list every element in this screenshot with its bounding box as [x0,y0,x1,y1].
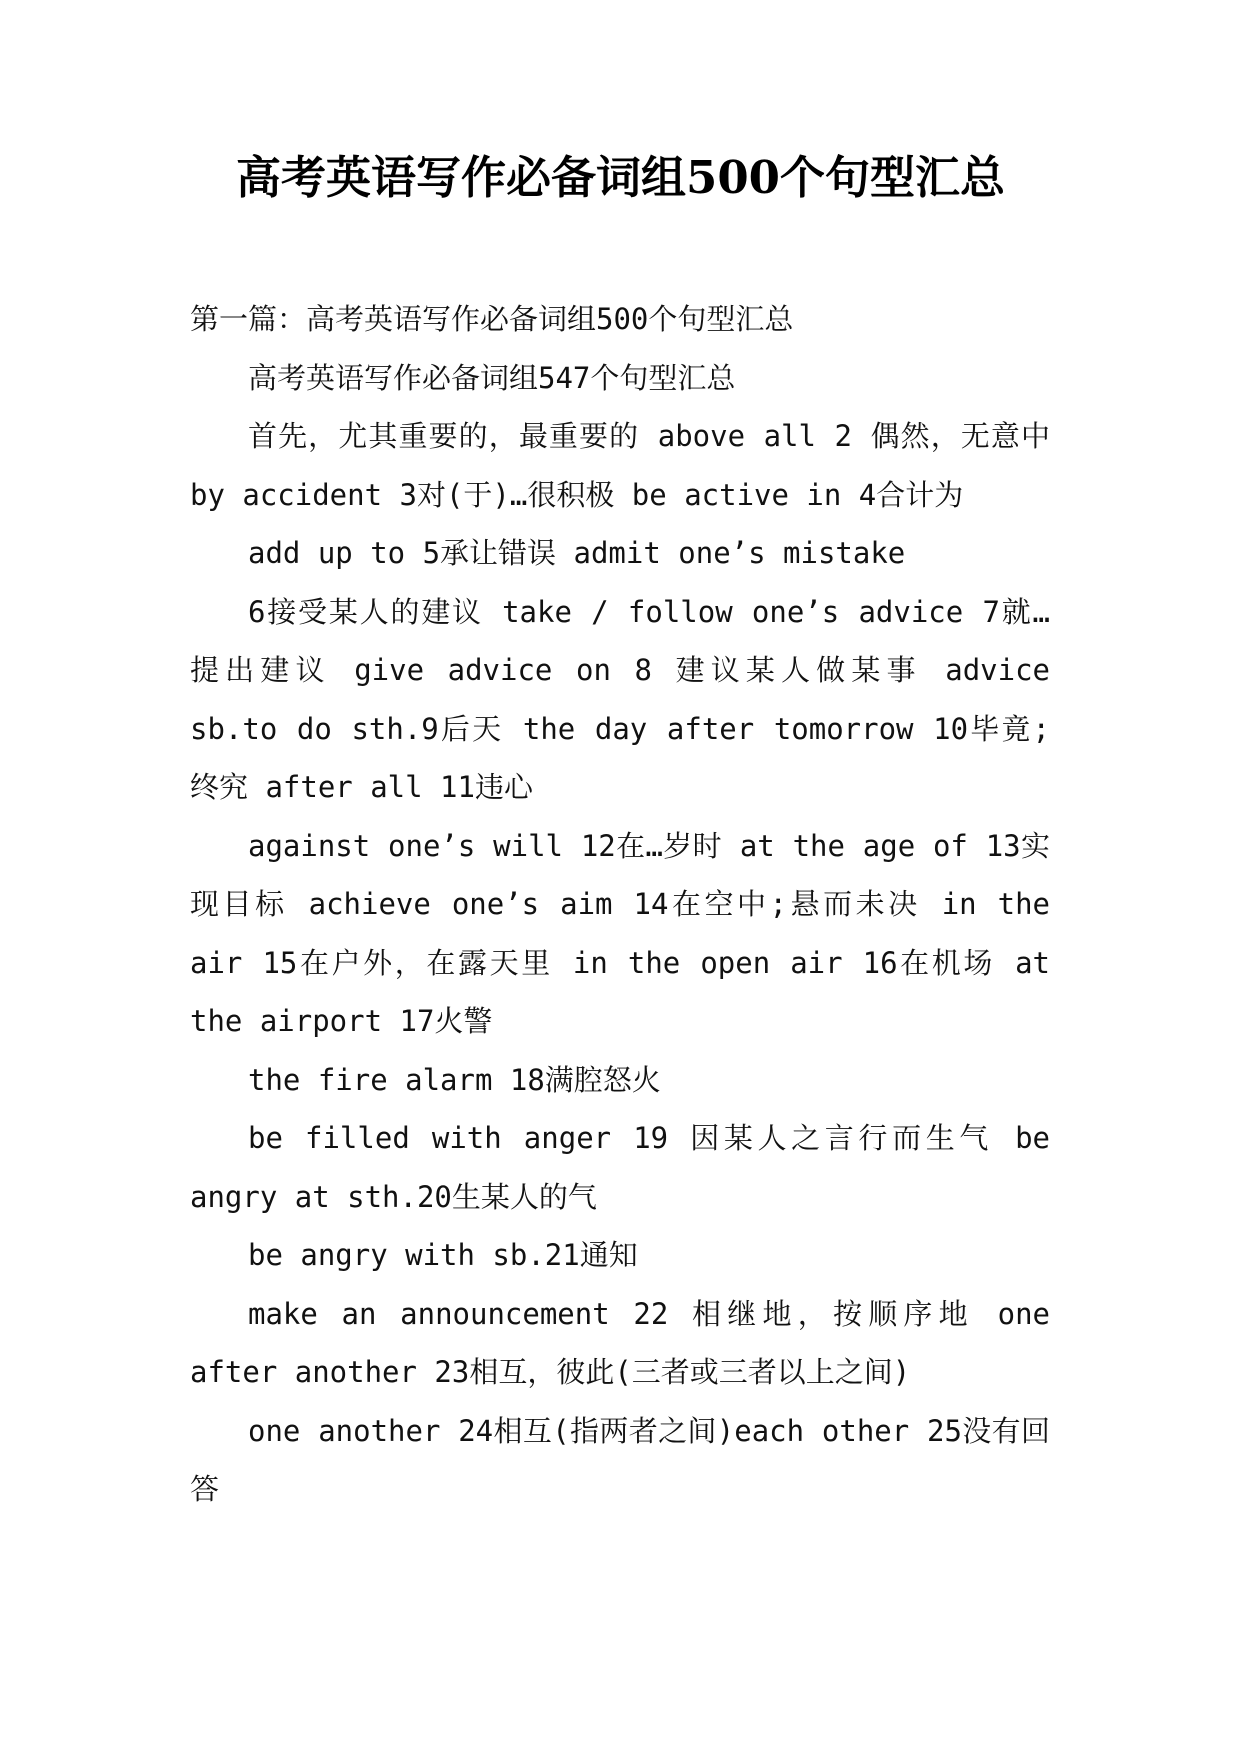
paragraph: against one’s will 12在…岁时 at the age of 13实现目标 achieve one’s aim 14在空中;悬而未决 in the air 15在户外，在露天里 in the open air 16在机场 at the airport 17火警 [190,828,1050,1038]
paragraph: 6接受某人的建议 take / follow one’s advice 7就…提出建议 give advice on 8 建议某人做某事 advice sb.to do sth.9后天 the day after tomorrow 10毕竟;终究 after all 11违心 [190,594,1050,804]
paragraph: 首先，尤其重要的，最重要的 above all 2 偶然，无意中 by accident 3对(于)…很积极 be active in 4合计为 [190,419,1050,512]
paragraph: make an announcement 22 相继地，按顺序地 one after another 23相互，彼此(三者或三者以上之间) [190,1296,1050,1389]
paragraph: be angry with sb.21通知 [248,1238,638,1272]
paragraph: the fire alarm 18满腔怒火 [248,1062,661,1097]
paragraph: one another 24相互(指两者之间)each other 25没有回答 [190,1413,1050,1506]
document-body [190,290,1050,1519]
paragraph: add up to 5承让错误 admit one’s mistake [248,536,906,570]
paragraph: be filled with anger 19 因某人之言行而生气 be angry at sth.20生某人的气 [190,1121,1050,1214]
section-heading: 第一篇：高考英语写作必备词组500个句型汇总 [190,302,794,336]
paragraph: 高考英语写作必备词组547个句型汇总 [248,360,736,395]
document-title: 高考英语写作必备词组500个句型汇总 [236,151,1005,204]
